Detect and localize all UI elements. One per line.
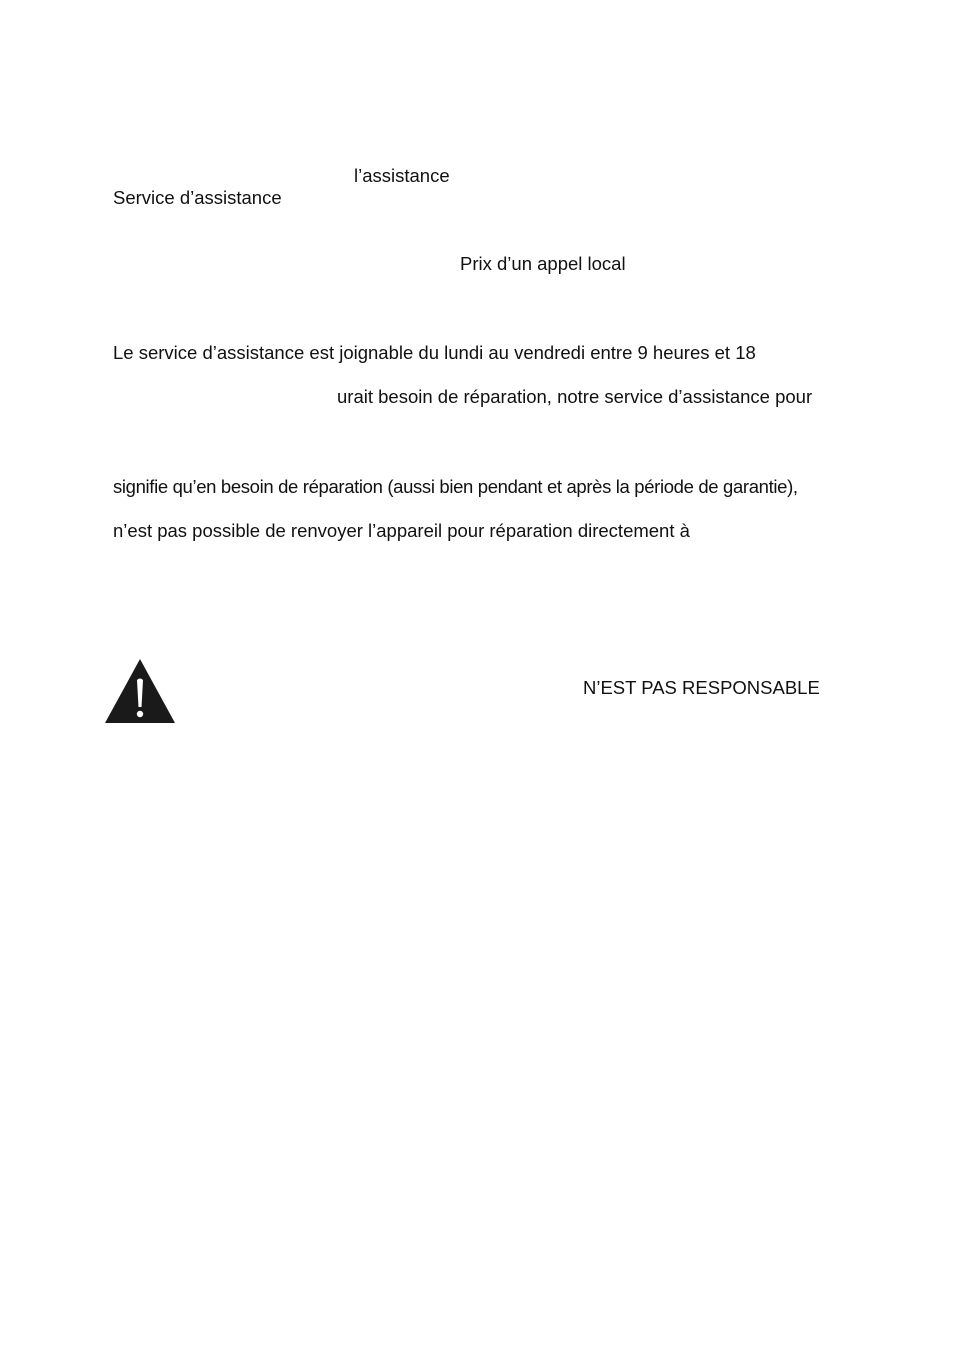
- text-line: urait besoin de réparation, notre service d’assistance pour: [337, 386, 813, 407]
- text-line: Le service d’assistance est joignable du lundi au vendredi entre 9 heures et 18: [113, 342, 756, 363]
- text-line: n’est pas possible de renvoyer l’appareil pour réparation directement à: [113, 520, 690, 541]
- text-line: Prix d’un appel local: [460, 253, 626, 274]
- text-line: signifie qu’en besoin de réparation (aussi bien pendant et après la période de garantie),: [113, 476, 798, 497]
- warning-triangle-icon: [104, 658, 176, 724]
- text-line: Service d’assistance: [113, 187, 282, 208]
- warning-text: N’EST PAS RESPONSABLE: [583, 677, 820, 698]
- text-line: l’assistance: [354, 165, 450, 186]
